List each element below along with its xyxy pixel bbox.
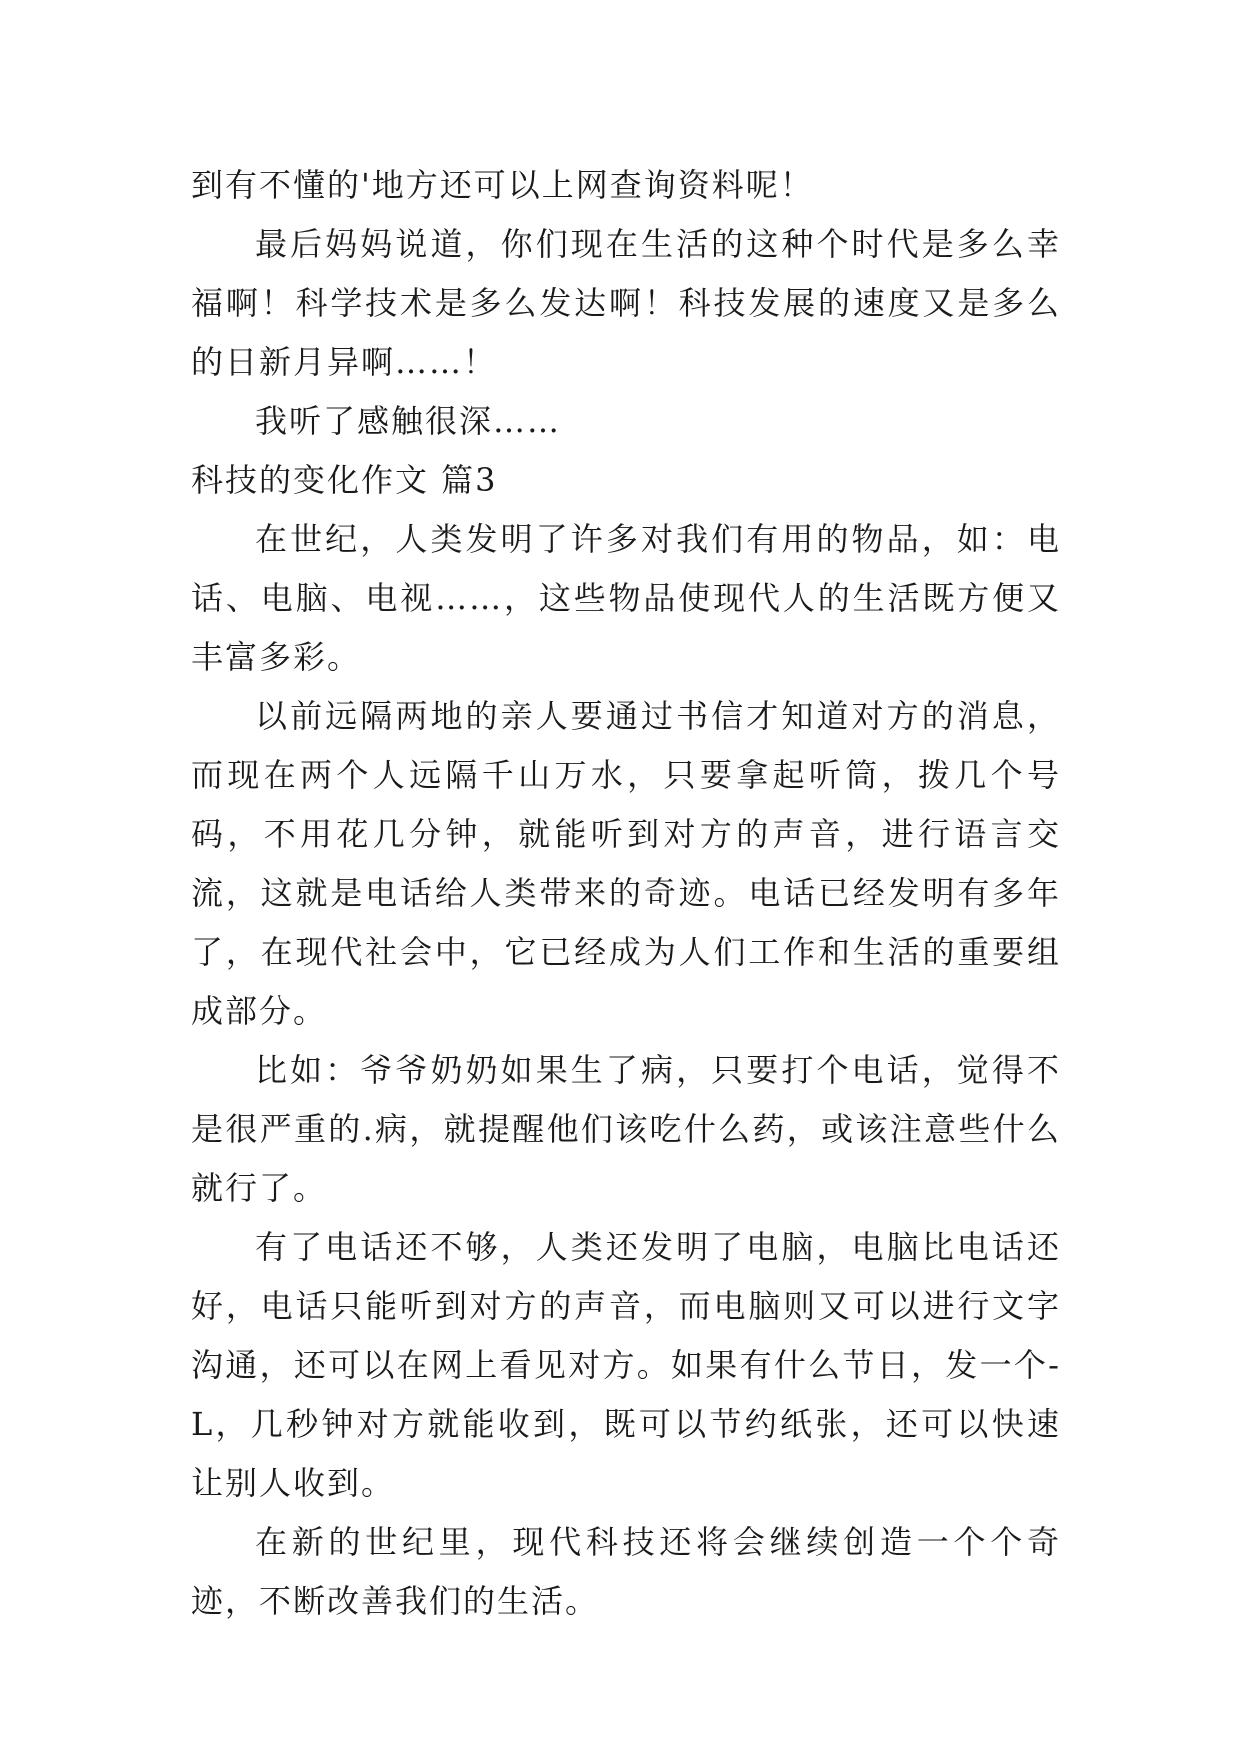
paragraph: 以前远隔两地的亲人要通过书信才知道对方的消息，而现在两个人远隔千山万水，只要拿起听筒，拨几个号码，不用花几分钟，就能听到对方的声音，进行语言交流，这就是电话给人类带来的奇迹。电话已经发明有多年了，在现代社会中，它已经成为人们工作和生活的重要组成部分。 (191, 697, 1061, 1030)
document-body (191, 156, 1061, 1631)
paragraph: 我听了感触很深…… (255, 402, 562, 440)
paragraph: 在世纪，人类发明了许多对我们有用的物品，如：电话、电脑、电视……，这些物品使现代人的生活既方便又丰富多彩。 (191, 520, 1061, 676)
paragraph: 比如：爷爷奶奶如果生了病，只要打个电话，觉得不是很严重的.病，就提醒他们该吃什么药，或该注意些什么就行了。 (191, 1051, 1061, 1207)
paragraph: 最后妈妈说道，你们现在生活的这种个时代是多么幸福啊！科学技术是多么发达啊！科技发展的速度又是多么的日新月异啊……！ (191, 225, 1061, 381)
paragraph: 有了电话还不够，人类还发明了电脑，电脑比电话还好，电话只能听到对方的声音，而电脑则又可以进行文字沟通，还可以在网上看见对方。如果有什么节日，发一个-L，几秒钟对方就能收到，既可以节约纸张，还可以快速让别人收到。 (191, 1228, 1061, 1502)
paragraph: 在新的世纪里，现代科技还将会继续创造一个个奇迹，不断改善我们的生活。 (191, 1523, 1061, 1620)
section-heading: 科技的变化作文 篇3 (191, 461, 498, 499)
paragraph: 到有不懂的'地方还可以上网查询资料呢！ (191, 166, 814, 204)
